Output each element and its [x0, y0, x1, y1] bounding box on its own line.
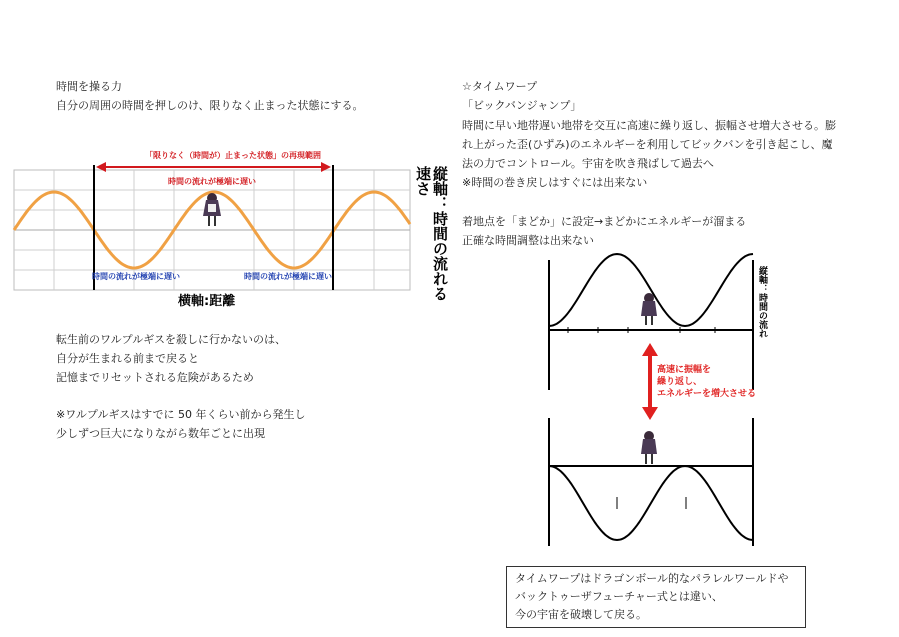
- right-subheading: 「ビックバンジャンプ」: [462, 99, 582, 112]
- bottom-slow-note-right: 時間の流れが極端に遅い: [244, 272, 332, 281]
- note-box: [506, 566, 806, 628]
- para2-line: ※ワルプルギスはすでに 50 年くらい前から発生し: [56, 408, 306, 421]
- right-line: ※時間の巻き戻しはすぐには出来ない: [462, 176, 648, 189]
- para2-line: 少しずつ巨大になりながら数年ごとに出現: [56, 427, 265, 440]
- note-line: バックトゥーザフューチャー式とは違い、: [515, 590, 723, 603]
- range-label: 「限りなく（時間が）止まった状態」の再現範囲: [145, 151, 321, 160]
- right-heading: ☆タイムワープ: [462, 80, 538, 93]
- top-slow-note: 時間の流れが極端に遅い: [168, 177, 256, 186]
- right-line: 時間に早い地帯遅い地帯を交互に高速に繰り返し、振幅させ増大させる。膨: [462, 119, 836, 132]
- para1-line: 自分が生まれる前まで戻ると: [56, 352, 199, 365]
- note-line: タイムワープはドラゴンボール的なパラレルワールドや: [515, 572, 789, 585]
- arrow-text-line: エネルギーを増大させる: [657, 389, 757, 399]
- diagram-y-axis-label: 縦軸：時間の流れ: [757, 266, 767, 338]
- arrow-text-line: 繰り返し、: [657, 377, 703, 387]
- madoka-figure-bottom-icon: [641, 431, 657, 464]
- note-line: 今の宇宙を破壊して戻る。: [515, 608, 647, 621]
- bottom-slow-note-left: 時間の流れが極端に遅い: [92, 272, 180, 281]
- right-line: 正確な時間調整は出来ない: [462, 234, 594, 247]
- amplify-arrow-up-head: [642, 343, 658, 356]
- amplify-arrow-text: [657, 364, 756, 400]
- right-line: 着地点を「まどか」に設定→まどかにエネルギーが溜まる: [462, 215, 747, 228]
- para1-line: 記憶までリセットされる危険があるため: [56, 371, 254, 384]
- left-heading: 時間を操る力: [56, 80, 122, 93]
- right-line: れ上がった歪(ひずみ)のエネルギーを利用してビックバンを引き起こし、魔: [462, 138, 833, 151]
- para1-line: 転生前のワルプルギスを殺しに行かないのは、: [56, 333, 287, 346]
- y-axis-label: 縦軸：時間の流れる速さ: [414, 166, 449, 301]
- left-description: 自分の周囲の時間を押しのけ、限りなく止まった状態にする。: [56, 99, 364, 112]
- amplify-arrow-down-head: [642, 407, 658, 420]
- right-line: 法の力でコントロール。宇宙を吹き飛ばして過去へ: [462, 157, 714, 170]
- arrow-text-line: 高速に振幅を: [657, 365, 712, 375]
- x-axis-label: 横軸:距離: [178, 294, 236, 309]
- bottom-panel-wave: [549, 466, 753, 540]
